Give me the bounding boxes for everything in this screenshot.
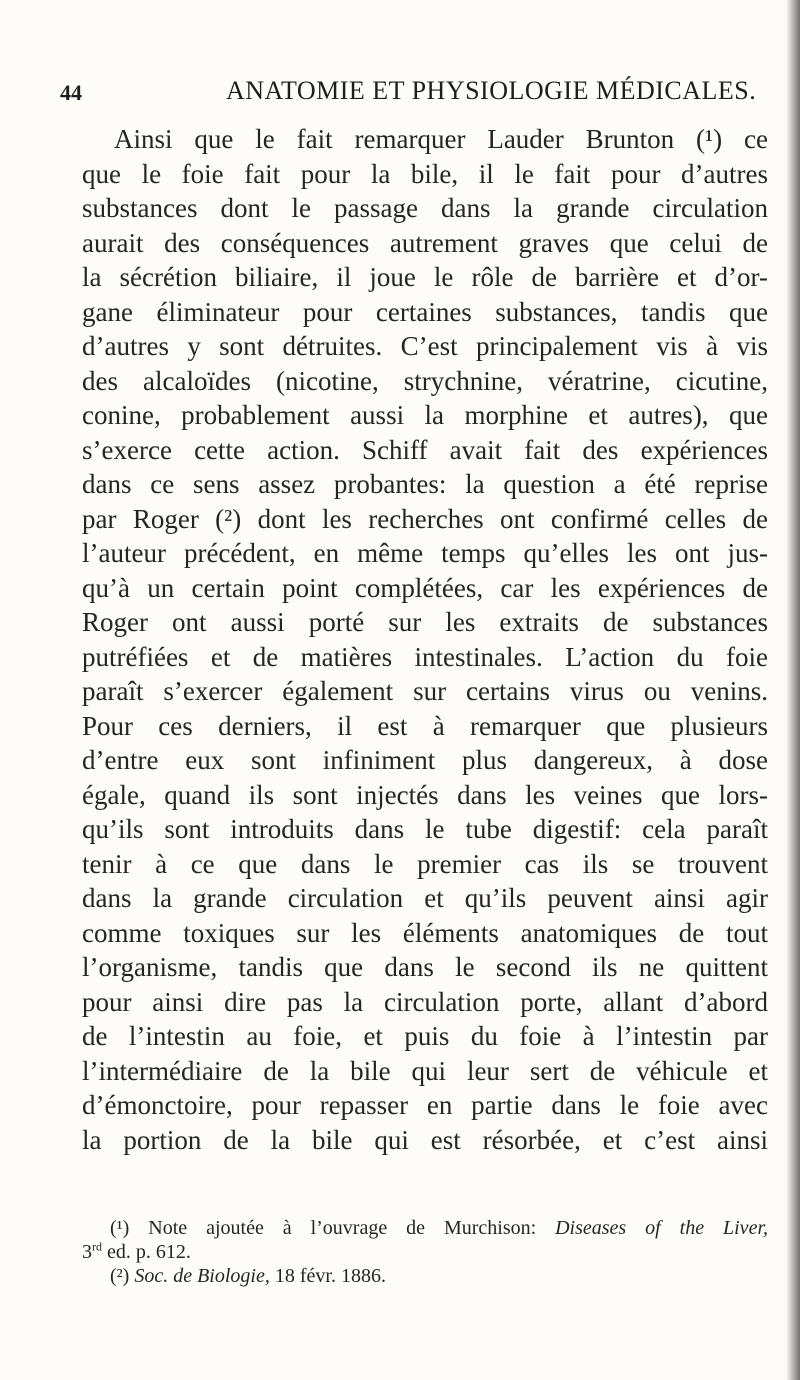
footnote-1-ordinal-suffix: rd bbox=[92, 1239, 102, 1254]
text-line: par Roger (²) dont les recherches ont confirmé celles de bbox=[82, 503, 768, 534]
footnote-1-continuation bbox=[82, 1240, 768, 1264]
text-line: paraît s’exercer également sur certains virus ou venins. bbox=[82, 676, 768, 706]
footnotes bbox=[82, 1216, 768, 1288]
text-line: d’émonctoire, pour repasser en partie dans le foie avec bbox=[82, 1090, 768, 1120]
footnote-1-title: Diseases of the Liver, bbox=[555, 1217, 769, 1239]
text-line: d’entre eux sont infiniment plus dangereux, à dose bbox=[82, 745, 768, 775]
footnote-1-text: Note ajoutée à l’ouvrage de Murchison: bbox=[148, 1217, 537, 1239]
text-line: qu’à un certain point complétées, car les expériences de bbox=[82, 572, 768, 603]
text-line: l’intermédiaire de la bile qui leur sert de véhicule et bbox=[82, 1055, 768, 1086]
text-line: comme toxiques sur les éléments anatomiques de tout bbox=[82, 917, 768, 948]
running-title: ANATOMIE ET PHYSIOLOGIE MÉDICALES. bbox=[226, 76, 757, 105]
text-line: qu’ils sont introduits dans le tube digestif: cela paraît bbox=[82, 814, 768, 844]
footnote-2-text: 18 févr. 1886. bbox=[269, 1265, 386, 1287]
footnote-2 bbox=[82, 1264, 768, 1288]
text-line: pour ainsi dire pas la circulation porte, allant d’abord bbox=[82, 986, 768, 1017]
text-line: tenir à ce que dans le premier cas ils se trouvent bbox=[82, 848, 768, 879]
text-line: s’exerce cette action. Schiff avait fait des expériences bbox=[82, 434, 768, 465]
footnote-1-edition: ed. p. 612. bbox=[102, 1241, 191, 1263]
footnote-2-title: Soc. de Biologie, bbox=[134, 1265, 270, 1287]
text-line: putréfiées et de matières intestinales. L’action du foie bbox=[82, 641, 768, 672]
text-line: substances dont le passage dans la grande circulation bbox=[82, 193, 768, 223]
footnote-1 bbox=[82, 1216, 768, 1240]
text-line: gane éliminateur pour certaines substances, tandis que bbox=[82, 296, 768, 327]
text-line: aurait des conséquences autrement graves que celui de bbox=[82, 227, 768, 258]
text-line: des alcaloïdes (nicotine, strychnine, vératrine, cicutine, bbox=[82, 365, 768, 396]
text-line: Roger ont aussi porté sur les extraits de substances bbox=[82, 607, 768, 637]
page-header bbox=[60, 76, 760, 116]
text-line: dans ce sens assez probantes: la question a été reprise bbox=[82, 469, 768, 499]
text-line: Pour ces derniers, il est à remarquer que plusieurs bbox=[82, 710, 768, 741]
text-line: l’organisme, tandis que dans le second ils ne quittent bbox=[82, 952, 768, 982]
footnote-1-ordinal: 3 bbox=[82, 1241, 92, 1263]
footnote-2-marker: (²) bbox=[110, 1265, 130, 1287]
text-line: la portion de la bile qui est résorbée, et c’est ainsi bbox=[82, 1124, 768, 1155]
text-line: Ainsi que le fait remarquer Lauder Brunton (¹) ce bbox=[114, 124, 768, 154]
body-paragraph bbox=[82, 122, 768, 1157]
page-edge-shadow bbox=[786, 0, 800, 1380]
text-line: égale, quand ils sont injectés dans les veines que lors- bbox=[82, 779, 768, 810]
text-line: l’auteur précédent, en même temps qu’elles les ont jus- bbox=[82, 538, 768, 568]
footnote-1-marker: (¹) bbox=[110, 1217, 130, 1239]
text-line: la sécrétion biliaire, il joue le rôle de barrière et d’or- bbox=[82, 262, 768, 292]
text-line: conine, probablement aussi la morphine et autres), que bbox=[82, 400, 768, 430]
text-line: dans la grande circulation et qu’ils peuvent ainsi agir bbox=[82, 883, 768, 913]
text-line: que le foie fait pour la bile, il le fait pour d’autres bbox=[82, 158, 768, 189]
text-line: d’autres y sont détruites. C’est principalement vis à vis bbox=[82, 331, 768, 361]
page-number: 44 bbox=[60, 80, 82, 105]
text-line: de l’intestin au foie, et puis du foie à l’intestin par bbox=[82, 1021, 768, 1051]
